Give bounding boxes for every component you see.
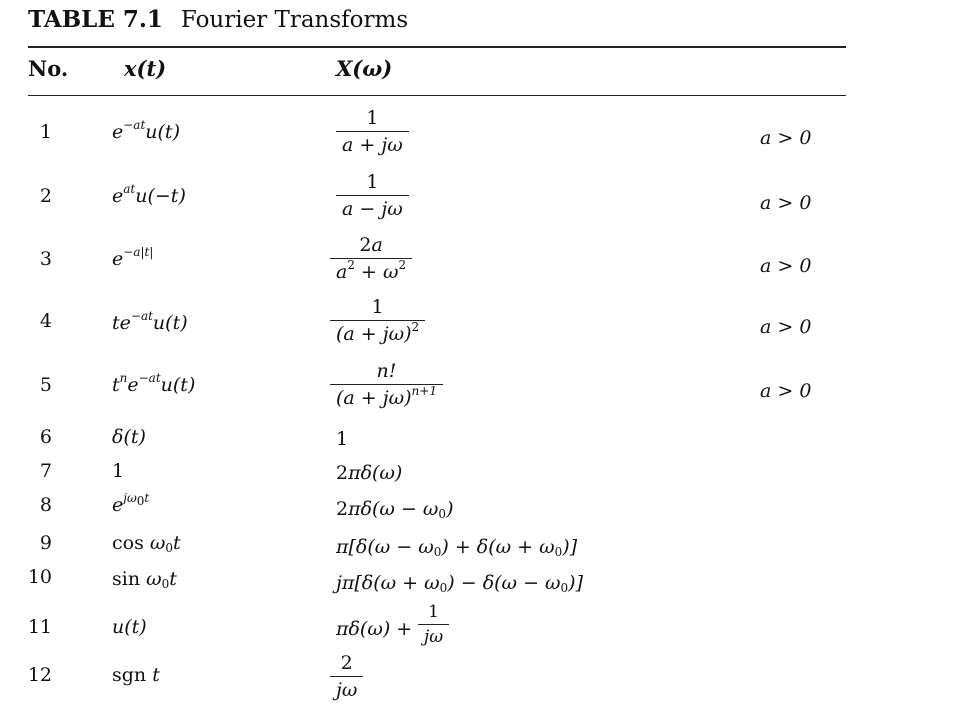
row-number: 1 [39, 121, 52, 143]
fraction-denominator: $(a + j\omega)^2$ [330, 320, 425, 345]
transform-cell: 2πδ(ω) [336, 462, 403, 484]
transform-cell: $2\pi\delta(\omega - \omega_0)$ [336, 498, 454, 521]
row-number: 11 [27, 616, 52, 638]
row-number: 5 [39, 374, 52, 396]
row-number: 3 [39, 248, 52, 270]
fraction-numerator: n! [376, 360, 397, 382]
header-x-of-t: x(t) [124, 56, 167, 81]
table-number: TABLE 7.1 [28, 6, 163, 33]
transform-fraction [330, 360, 443, 409]
x-of-t-cell: 1 [112, 460, 125, 482]
condition: a > 0 [760, 192, 812, 214]
transform-cell: $\pi[\delta(\omega - \omega_0) + \delta(\omega + \omega_0)]$ [336, 536, 578, 559]
x-of-t-cell: sgn t [112, 664, 160, 686]
top-rule [28, 46, 846, 48]
table-name: Fourier Transforms [180, 7, 409, 33]
transform-cell: πδ(ω) + [336, 618, 413, 640]
transform-fraction [330, 296, 425, 345]
table-title [28, 6, 408, 33]
x-of-t-cell: $\sin \omega_0t$ [112, 568, 177, 591]
fraction-numerator: 1 [366, 171, 379, 193]
x-of-t-cell: $t^ne^{-at}u(t)$ [112, 371, 196, 396]
x-of-t-cell: $\cos \omega_0t$ [112, 532, 181, 555]
fraction-numerator: 1 [366, 107, 379, 129]
header-X-of-omega: X(ω) [336, 56, 393, 81]
fraction-numerator: 1 [371, 296, 384, 318]
x-of-t-cell: $e^{j\omega_0t}$ [112, 491, 150, 516]
x-of-t-cell: u(t) [112, 616, 147, 638]
condition: a > 0 [760, 255, 812, 277]
row-number: 12 [27, 664, 52, 686]
fraction-numerator: 1 [428, 602, 439, 622]
header-no: No. [28, 56, 69, 81]
x-of-t-cell: δ(t) [112, 426, 146, 448]
transform-fraction [336, 107, 409, 156]
condition: a > 0 [760, 316, 812, 338]
transform-cell: $j\pi[\delta(\omega + \omega_0) - \delta(\omega - \omega_0)]$ [336, 572, 583, 595]
header-rule [28, 95, 846, 96]
row-number: 8 [39, 494, 52, 516]
transform-fraction [330, 652, 363, 701]
fraction-denominator: jω [418, 624, 449, 647]
condition: a > 0 [760, 127, 812, 149]
row-number: 7 [39, 460, 52, 482]
x-of-t-cell: $te^{-at}u(t)$ [112, 309, 188, 334]
fraction-denominator: $a^2 + \omega^2$ [330, 258, 412, 283]
row-number: 9 [39, 532, 52, 554]
fraction-denominator: a + jω [336, 131, 409, 156]
fraction-numerator: 2 [340, 652, 353, 674]
transform-fraction [330, 234, 412, 283]
transform-fraction [418, 602, 449, 647]
row-number: 6 [39, 426, 52, 448]
x-of-t-cell: $e^{at}u(-t)$ [112, 182, 186, 207]
transform-cell: 1 [336, 428, 349, 450]
fraction-denominator: $(a + j\omega)^{n+1}$ [330, 384, 443, 409]
transform-fraction [336, 171, 409, 220]
row-number: 4 [39, 310, 52, 332]
fraction-denominator: a − jω [336, 195, 409, 220]
x-of-t-cell: $e^{-at}u(t)$ [112, 118, 180, 143]
fraction-numerator: 2a [359, 234, 383, 256]
condition: a > 0 [760, 380, 812, 402]
fraction-denominator: jω [330, 676, 363, 701]
x-of-t-cell: $e^{-a|t|}$ [112, 245, 154, 270]
row-number: 2 [39, 185, 52, 207]
row-number: 10 [27, 566, 52, 588]
